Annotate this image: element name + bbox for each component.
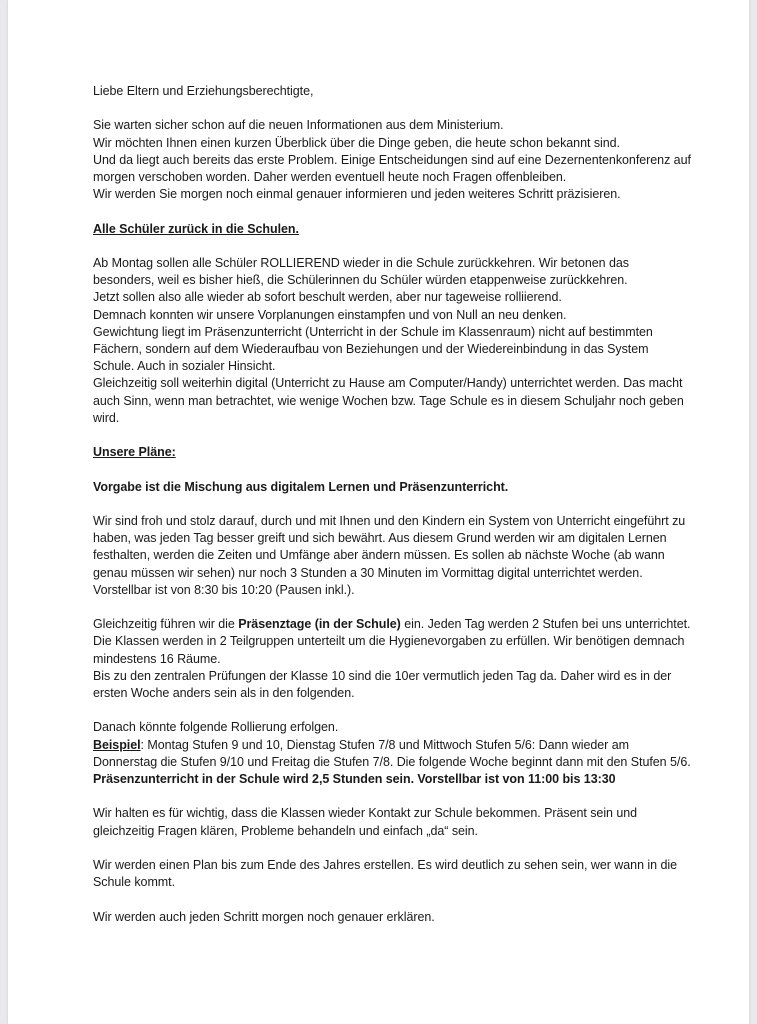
- rotation-paragraph: [93, 719, 693, 788]
- return-line-1: Ab Montag sollen alle Schüler ROLLIEREND wieder in die Schule zurückkehren. Wir betonen das besonders, weil es bisher hieß, die Schülerinnen du Schüler würden etappenweise zurückkehren.: [93, 255, 630, 288]
- presence-days-emphasis: Präsenztage (in der Schule): [238, 617, 401, 632]
- return-line-4: Gewichtung liegt im Präsenzunterricht (Unterricht in der Schule im Klassenraum) nicht auf bestimmten Fächern, sondern auf dem Wiederaufbau von Beziehungen und der Wiedereinbindung in das System Schule. Auch in sozialer Hinsicht.: [93, 324, 653, 374]
- salutation: Liebe Eltern und Erziehungsberechtigte,: [93, 84, 314, 98]
- presence-time: Präsenzunterricht in der Schule wird 2,5 Stunden sein. Vorstellbar ist von 11:00 bis 13:30: [93, 772, 616, 786]
- closing-paragraph: Wir werden auch jeden Schritt morgen noch genauer erklären.: [93, 909, 435, 924]
- document-page: [8, 0, 749, 1024]
- letter-body: [93, 83, 693, 926]
- presence-text-start: Gleichzeitig führen wir die: [93, 617, 239, 632]
- plan-paragraph: Wir werden einen Plan bis zum Ende des Jahres erstellen. Es wird deutlich zu sehen sein, wer wann in die Schule kommt.: [93, 857, 677, 890]
- groups-text: Die Klassen werden in 2 Teilgruppen unterteilt um die Hygienevorgaben zu erfüllen. Wir benötigen demnach mindestens 16 Räume.: [93, 634, 685, 666]
- intro-line-3: Und da liegt auch bereits das erste Problem. Einige Entscheidungen sind auf eine Dezernentenkonferenz auf morgen verschoben worden. Daher werden eventuell heute noch Fragen offenbleiben.: [93, 152, 691, 184]
- rotation-intro: Danach könnte folgende Rollierung erfolgen.: [93, 720, 339, 735]
- return-line-2: Jetzt sollen also alle wieder ab sofort beschult werden, aber nur tageweise rolliierend.: [93, 290, 562, 305]
- digital-paragraph: Wir sind froh und stolz darauf, durch und mit Ihnen und den Kindern ein System von Unterricht eingeführt zu haben, was jeden Tag besser greift und sich bewährt. Aus diesem Grund werden wir am digitalen Lernen festhalten, werden die Zeiten und Umfänge aber ändern müssen. Es sollen ab nächste Woche (ab wann genau müssen wir sehen) nur noch 3 Stunden a 30 Minuten im Vormittag digital unterrichtet werden. Vorstellbar ist von 8:30 bis 10:20 (Pausen inkl.).: [93, 513, 686, 597]
- intro-line-1: Sie warten sicher schon auf die neuen Informationen aus dem Ministerium.: [93, 118, 504, 133]
- section-heading-return: Alle Schüler zurück in die Schulen.: [93, 221, 299, 236]
- presence-text-end: ein. Jeden Tag werden 2 Stufen bei uns unterrichtet.: [400, 617, 691, 632]
- section-heading-plans: Unsere Pläne:: [93, 445, 176, 460]
- return-paragraph: [93, 255, 693, 427]
- plans-lead: Vorgabe ist die Mischung aus digitalem Lernen und Präsenzunterricht.: [93, 479, 509, 494]
- example-text: : Montag Stufen 9 und 10, Dienstag Stufen 7/8 und Mittwoch Stufen 5/6: Dann wieder am Donnerstag die Stufen 9/10 und Freitag die Stufen 7/8. Die folgende Woche beginnt dann mit den Stufen 5/6.: [93, 737, 691, 769]
- return-line-5: Gleichzeitig soll weiterhin digital (Unterricht zu Hause am Computer/Handy) unterrichtet werden. Das macht auch Sinn, wenn man betrachtet, wie wenige Wochen bzw. Tage Schule es in diesem Schuljahr noch geben wird.: [93, 376, 684, 425]
- return-line-3: Demnach konnten wir unsere Vorplanungen einstampfen und von Null an neu denken.: [93, 307, 567, 322]
- example-label: Beispiel: [93, 737, 141, 752]
- presence-paragraph: [93, 616, 693, 702]
- contact-paragraph: Wir halten es für wichtig, dass die Klassen wieder Kontakt zur Schule bekommen. Präsent sein und gleichzeitig Fragen klären, Probleme behandeln und einfach „da“ sein.: [93, 806, 638, 838]
- intro-line-2: Wir möchten Ihnen einen kurzen Überblick über die Dinge geben, die heute schon bekannt sind.: [93, 135, 620, 150]
- exams-text: Bis zu den zentralen Prüfungen der Klasse 10 sind die 10er vermutlich jeden Tag da. Daher wird es in der ersten Woche anders sein als in den folgenden.: [93, 668, 672, 700]
- intro-paragraph: [93, 117, 693, 203]
- intro-line-4: Wir werden Sie morgen noch einmal genauer informieren und jeden weiteres Schritt präzisieren.: [93, 187, 621, 202]
